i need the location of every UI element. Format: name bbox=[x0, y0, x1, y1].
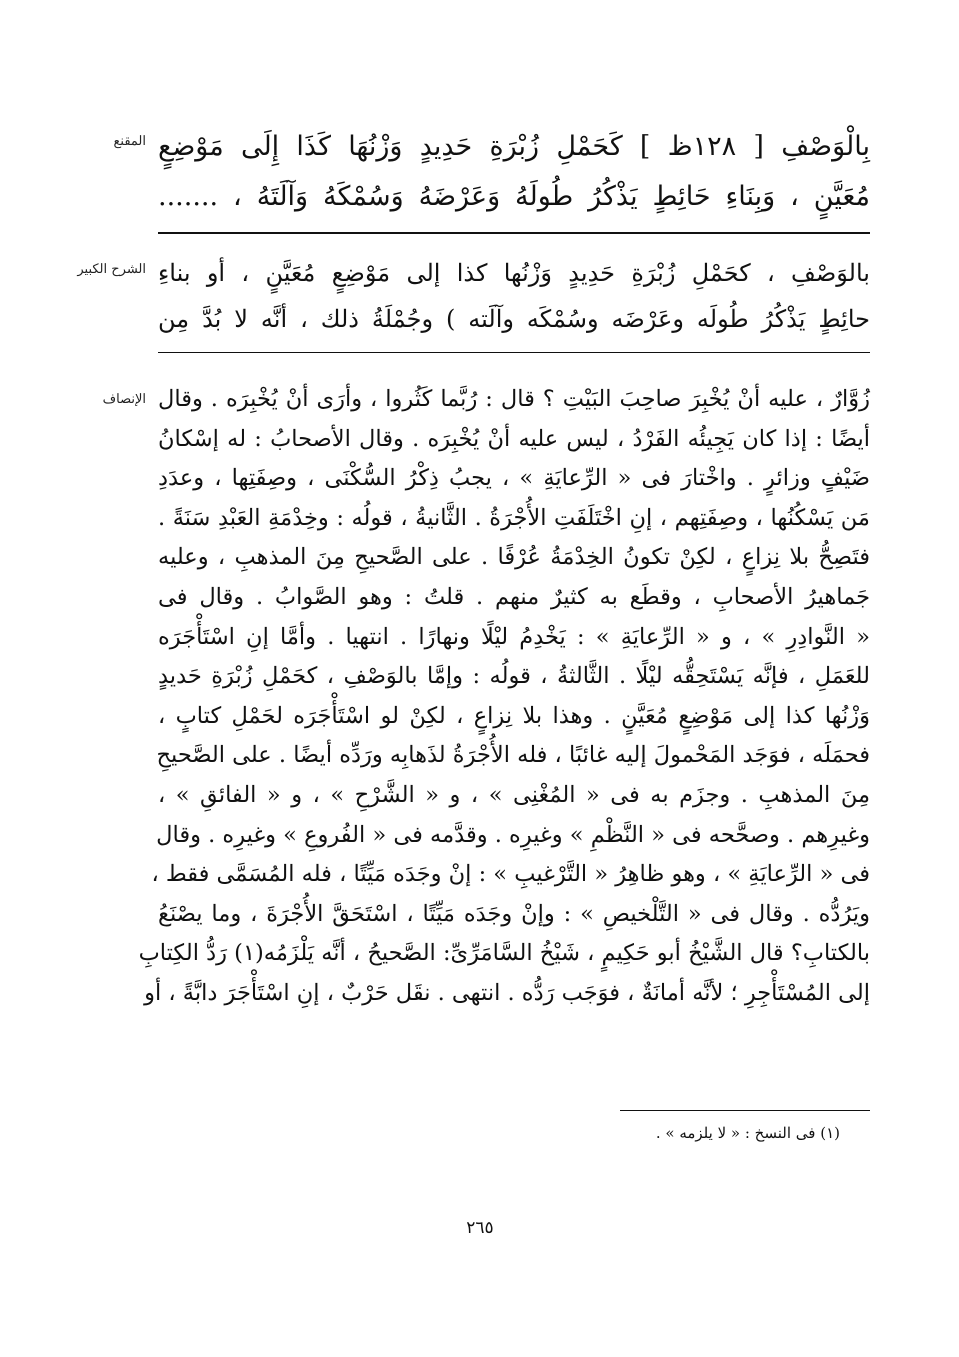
insaf-line: فى « الرِّعايَةِ » ، وهو ظاهِرُ « التَّرْغيبِ » : إنْ وجَدَه مَيِّتًا ، فله المُسَمَّى فقط ، bbox=[151, 861, 870, 888]
muqni-line: مُعَيَّنٍ ، وَبِنَاءِ حَائِطٍ يَذْكُرُ طُولَهُ وَعَرْضَهُ وَسُمْكَهُ وَآلَتَهُ ، ....... bbox=[158, 181, 870, 212]
insaf-line: مِنَ المذهبِ . وجزَم به فى « المُغْنِى » ، و « الشَّرْحِ » ، و « الفائقِ » ، bbox=[158, 781, 870, 808]
insaf-line: ضَيْفٍ وزائرٍ . واخْتارَ فى « الرِّعايَةِ » ، يجبُ ذِكْرُ السُّكْنَى ، وصِفَتِها ، وعدَدِ bbox=[158, 465, 870, 492]
insaf-line: وغيرِهم . وصحَّحه فى « النَّظْمِ » وغيرِه . وقدَّمه فى « الفُروعِ » وغيرِه . وقال bbox=[156, 821, 870, 848]
footnote: (١) فى النسخ : « لا يلزمه » . bbox=[655, 1124, 840, 1142]
insaf-line: وَزْنُها كذا إلى مَوْضِعٍ مُعَيَّنٍ . وهذا بلا نِزاعٍ ، لكِنْ لو اسْتَأْجَرَه لحَمْلِ كتابٍ ، bbox=[158, 702, 870, 729]
insaf-line: فتَصِحُّ بلا نِزاعٍ ، لكِنْ تكونُ الخِدْمَةُ عُرْفًا . على الصَّحيحِ مِنَ المذهبِ ، وعليه bbox=[158, 544, 870, 571]
insaf-line: مَن يَسْكُنُها ، وصِفَتِهم ، إنِ اخْتَلَفَتِ الأُجْرَةُ . الثَّانيةُ ، قولُه : وخِدْمَةِ العَبْدِ سَنَةً . bbox=[158, 504, 870, 531]
page-number: ٢٦٥ bbox=[466, 1218, 494, 1238]
insaf-line: زُوَّارٌ ، عليه أنْ يُخْبِرَ صاحِبَ البَيْتِ ؟ قال : رُبَّما كَثُروا ، وأرَى أنْ يُخْبِرَه . وقال bbox=[158, 386, 870, 412]
label-insaf: الإنصاف bbox=[102, 392, 146, 407]
insaf-line: فحمَلَه ، فوَجَد المَحْمولَ إليه غائبًا ، فله الأُجْرَةُ لذَهابِه ورَدِّه أيضًا . على الصَّحيحِ bbox=[156, 742, 870, 769]
insaf-text-block bbox=[138, 380, 870, 1014]
section-divider-thin bbox=[158, 352, 870, 353]
sharh-text-block bbox=[158, 250, 870, 342]
muqni-text-block bbox=[158, 122, 870, 222]
muqni-line: بِالْوَصْفِ [ ١٢٨ظ ] كَحَمْلِ زُبْرَةِ حَدِيدٍ وَزْنُهَا كَذَا إِلَى مَوْضِعٍ bbox=[158, 131, 870, 162]
section-divider-thick bbox=[158, 232, 870, 234]
insaf-line: جَماهيرُ الأصحابِ ، وقطَع به كثيرٌ منهم . قلتُ : وهو الصَّوابُ . وقال فى bbox=[158, 583, 870, 610]
label-sharh: الشرح الكبير bbox=[77, 262, 146, 277]
insaf-line: للعَمَلِ ، فإنَّه يَسْتَحِقُّه ليْلًا . الثَّالثةُ ، قولُه : وإمَّا بالوَصْفِ ، كحَمْلِ زُبْرَةِ حَديدٍ bbox=[158, 663, 870, 690]
insaf-line: إلى المُسْتَأْجِرِ ؛ لأنَّه أمانَةٌ ، فوَجَب رَدُّه . انتهى . نقَل حَرْبٌ ، إنِ اسْتَأْجَرَ دابَّةً ، أو bbox=[144, 979, 870, 1006]
insaf-line: أيضًا : إذا كان يَجِيئُه الفَرْدُ ، ليس عليه أنْ يُخْبِرَه . وقال الأصحابُ : له إسْكانُ bbox=[158, 425, 870, 452]
insaf-line: ويَرُدُّه . وقال فى « التَّلْخيصِ » : وإنْ وجَدَه مَيِّتًا ، اسْتَحَقَّ الأُجْرَةَ ، وما يصْنَعُ bbox=[158, 900, 870, 927]
insaf-line: بالكتابِ؟ قال الشَّيْخُ أبو حَكِيمٍ ، شَيْخُ السَّامَرِّىِّ: الصَّحيحُ ، أنَّه يَلْزَمُه(١) رَدُّ الكِتابِ bbox=[138, 940, 870, 967]
label-muqni: المقنع bbox=[113, 134, 146, 149]
sharh-line: حائِطٍ يَذْكُرُ طُولَه وعَرْضَه وسُمْكَه وآلَته ) وجُمْلَةُ ذلك ، أنَّه لا بُدَّ مِن bbox=[158, 305, 870, 333]
insaf-line: « النَّوادِرِ » ، و « الرِّعايَةِ » : يَخْدِمُ ليْلًا ونهارًا . انتهيا . وأمَّا إنِ اسْتَأْجَرَه bbox=[158, 623, 870, 650]
sharh-line: بالوَصْفِ ، كحَمْلِ زُبْرَةِ حَدِيدٍ وَزْنُها كذا إلى مَوْضِعٍ مُعَيَّنٍ ، أو بناءِ bbox=[158, 259, 870, 287]
footnote-divider bbox=[620, 1110, 870, 1111]
